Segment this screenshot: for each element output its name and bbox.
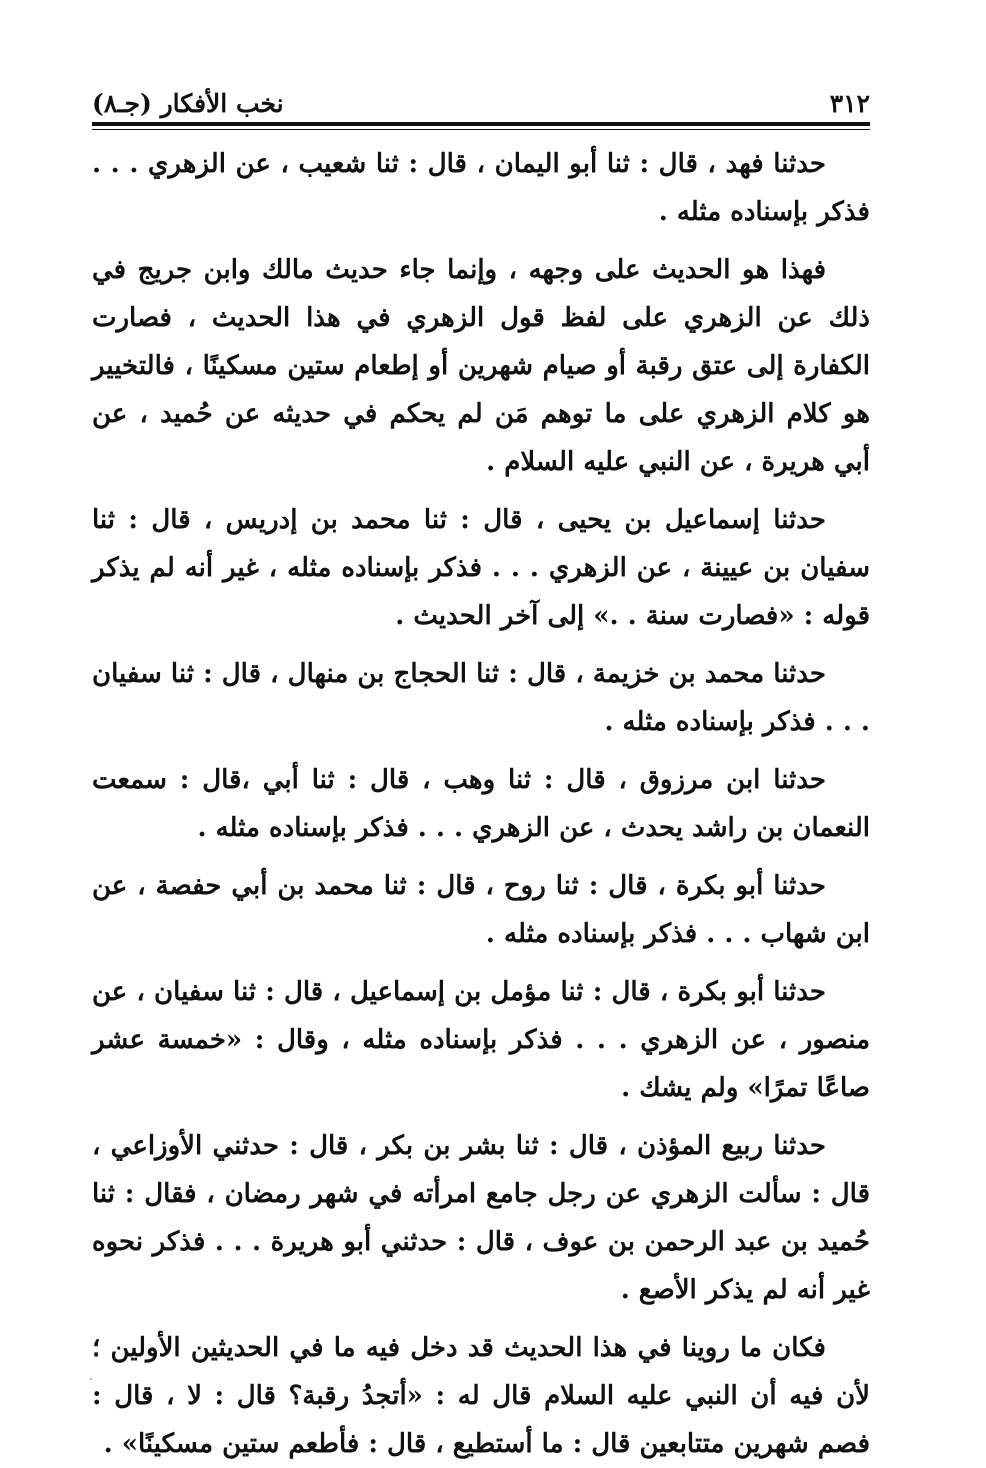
paragraph-6: حدثنا أبو بكرة ، قال : ثنا روح ، قال : ثنا محمد بن أبي حفصة ، عن ابن شهاب . . . فذكر بإسناده مثله . (92, 871, 870, 949)
page-number: ٣١٢ (829, 89, 870, 118)
header-rule-thick (92, 122, 870, 126)
book-title: نخب الأفكار (جـ٨) (92, 89, 284, 118)
paragraph-4: حدثنا محمد بن خزيمة ، قال : ثنا الحجاج بن منهال ، قال : ثنا سفيان . . . فذكر بإسناده مثله . (92, 659, 870, 737)
paragraph-5: حدثنا ابن مرزوق ، قال : ثنا وهب ، قال : ثنا أبي ،قال : سمعت النعمان بن راشد يحدث ، عن الزهري . . . فذكر بإسناده مثله . (92, 765, 870, 843)
header-rule-thin (92, 129, 870, 130)
running-header (92, 78, 870, 122)
paragraph-8: حدثنا ربيع المؤذن ، قال : ثنا بشر بن بكر ، قال : حدثني الأوزاعي ، قال : سألت الزهري عن رجل جامع امرأته في شهر رمضان ، فقال : ثنا حُميد بن عبد الرحمن بن عوف ، قال : حدثني أبو هريرة . . . فذكر نحوه غير أنه لم يذكر الأصع . (92, 1131, 870, 1305)
paragraph-2: فهذا هو الحديث على وجهه ، وإنما جاء حديث مالك وابن جريج في ذلك عن الزهري على لفظ قول الزهري في هذا الحديث ، فصارت الكفارة إلى عتق رقبة أو صيام شهرين أو إطعام ستين مسكينًا ، فالتخيير هو كلام الزهري على ما توهم مَن لم يحكم في حديثه عن حُميد ، عن أبي هريرة ، عن النبي عليه السلام . (92, 255, 870, 477)
paragraph-1: حدثنا فهد ، قال : ثنا أبو اليمان ، قال : ثنا شعيب ، عن الزهري . . . فذكر بإسناده مثله . (92, 149, 870, 227)
scan-speck (90, 1378, 92, 1380)
paragraph-7: حدثنا أبو بكرة ، قال : ثنا مؤمل بن إسماعيل ، قال : ثنا سفيان ، عن منصور ، عن الزهري . . . فذكر بإسناده مثله ، وقال : «خمسة عشر صاعًا تمرًا» ولم يشك . (92, 977, 870, 1103)
book-page (92, 78, 870, 1459)
paragraph-9: فكان ما روينا في هذا الحديث قد دخل فيه ما في الحديثين الأولين ؛ لأن فيه أن النبي عليه السلام قال له : «أتجدُ رقبة؟ قال : لا ، قال : فصم شهرين متتابعين قال : ما أستطيع ، قال : فأطعم ستين مسكينًا» . (92, 1333, 870, 1459)
body-text (92, 140, 870, 1468)
paragraph-3: حدثنا إسماعيل بن يحيى ، قال : ثنا محمد بن إدريس ، قال : ثنا سفيان بن عيينة ، عن الزهري . . . فذكر بإسناده مثله ، غير أنه لم يذكر قوله : «فصارت سنة . .» إلى آخر الحديث . (92, 505, 870, 631)
